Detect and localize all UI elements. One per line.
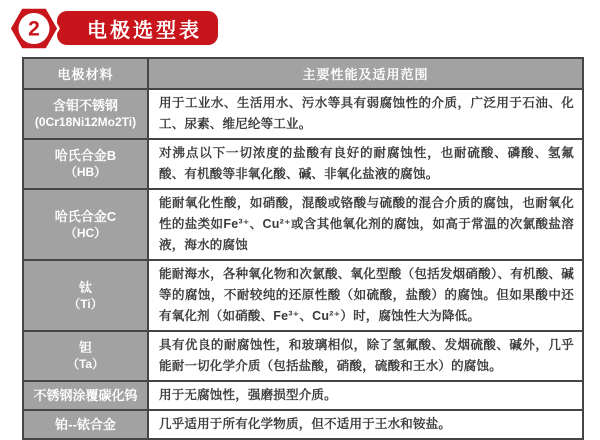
material-cell — [23, 89, 148, 139]
column-header-material: 电极材料 — [23, 58, 148, 89]
material-cell — [23, 331, 148, 381]
material-name: 哈氏合金B — [54, 148, 117, 163]
table-row — [23, 410, 583, 439]
material-cell — [23, 410, 148, 439]
material-name: 不锈钢涂覆碳化钨 — [33, 388, 138, 403]
table-row — [23, 331, 583, 381]
material-code: （Ta） — [66, 357, 105, 371]
table-header-row — [23, 58, 583, 89]
table-row — [23, 189, 583, 260]
section-title: 电极选型表 — [87, 19, 202, 42]
material-code: （Ti） — [68, 296, 103, 311]
table-row — [23, 89, 583, 139]
section-title-ribbon — [57, 11, 218, 45]
description-cell: 对沸点以下一切浓度的盐酸有良好的耐腐蚀性，也耐硫酸、磷酸、氢氟酸、有机酸等非氧化酸、碱、非氧化盐液的腐蚀。 — [148, 139, 583, 189]
material-name: 铂--铱合金 — [55, 417, 116, 432]
material-code: （HC） — [64, 225, 107, 240]
table-row — [23, 139, 583, 189]
material-code: （HB） — [64, 165, 107, 179]
material-name: 含钼不锈钢 — [52, 98, 118, 113]
description-cell: 能耐氧化性酸，如硝酸，混酸或铬酸与硫酸的混合介质的腐蚀，也耐氧化性的盐类如Fe³⁺、Cu²⁺或含其他氧化剂的腐蚀，如高于常温的次氯酸盐溶液，海水的腐蚀 — [148, 189, 583, 260]
page-header — [0, 0, 600, 55]
step-number-badge — [8, 4, 60, 53]
electrode-selection-table — [22, 57, 584, 440]
description-cell: 具有优良的耐腐蚀性，和玻璃相似，除了氢氟酸、发烟硫酸、碱外，几乎能耐一切化学介质（包括盐酸，硝酸，硫酸和王水）的腐蚀。 — [148, 331, 583, 381]
material-cell — [23, 139, 148, 189]
badge-number: 2 — [28, 17, 40, 41]
material-cell — [23, 260, 148, 331]
material-name: 哈氏合金C — [54, 208, 117, 224]
material-name: 钛 — [78, 279, 92, 295]
column-header-performance: 主要性能及适用范围 — [148, 58, 583, 89]
material-cell — [23, 189, 148, 260]
material-cell — [23, 381, 148, 410]
table-row — [23, 381, 583, 410]
material-code: (0Cr18Ni12Mo2Ti) — [34, 115, 137, 129]
description-cell: 能耐海水，各种氧化物和次氯酸、氧化型酸（包括发烟硝酸）、有机酸、碱等的腐蚀，不耐较纯的还原性酸（如硫酸，盐酸）的腐蚀。但如果酸中还有氧化剂（如硝酸、Fe³⁺、Cu²⁺）时，腐蚀性大为降低。 — [148, 260, 583, 331]
table-row — [23, 260, 583, 331]
description-cell: 用于无腐蚀性，强磨损型介质。 — [148, 381, 583, 410]
description-cell: 用于工业水、生活用水、污水等具有弱腐蚀性的介质，广泛用于石油、化工、尿素、维尼纶等工业。 — [148, 89, 583, 139]
material-name: 钽 — [78, 340, 92, 355]
description-cell: 几乎适用于所有化学物质，但不适用于王水和铵盐。 — [148, 410, 583, 439]
